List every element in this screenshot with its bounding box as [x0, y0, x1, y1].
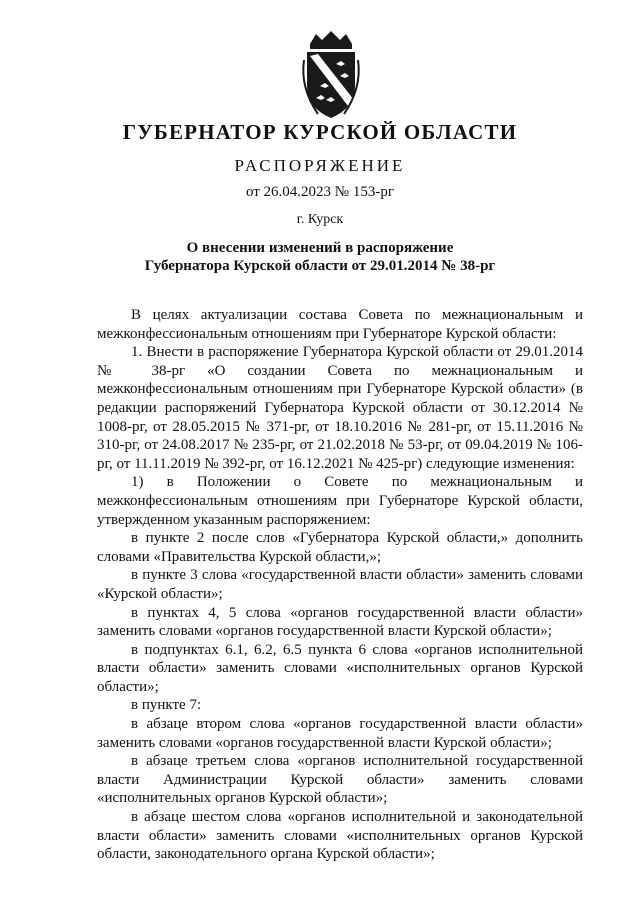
document-date-number: от 26.04.2023 № 153-рг — [245, 184, 395, 200]
document-body — [97, 306, 583, 864]
governor-title: ГУБЕРНАТОР КУРСКОЙ ОБЛАСТИ — [122, 120, 518, 144]
kursk-coat-of-arms-icon — [296, 30, 366, 120]
subject-line-1: О внесении изменений в распоряжение — [186, 240, 454, 256]
body-paragraph: в абзаце втором слова «органов государственной власти области» заменить словами «органов государственной власти Курской области»; — [97, 716, 583, 751]
body-paragraph: в пункте 3 слова «государственной власти области» заменить словами «Курской области»; — [97, 567, 583, 602]
body-paragraph: в подпунктах 6.1, 6.2, 6.5 пункта 6 слова «органов исполнительной власти области» заменить словами «исполнительных органов Курской области»; — [97, 641, 583, 695]
body-paragraph: в абзаце третьем слова «органов исполнительной государственной власти Администрации Курской области» заменить словами «исполнительных органов Курской области»; — [97, 753, 583, 807]
document-city: г. Курск — [296, 212, 344, 227]
subject-line-2: Губернатора Курской области от 29.01.2014 № 38-рг — [144, 258, 496, 274]
document-subject — [0, 239, 640, 275]
body-paragraph: в пунктах 4, 5 слова «органов государственной власти области» заменить словами «органов государственной власти Курской области»; — [97, 604, 583, 640]
body-paragraph: в пункте 2 после слов «Губернатора Курской области,» дополнить словами «Правительства Курской области,»; — [97, 530, 583, 565]
body-paragraph: 1) в Положении о Совете по межнациональным и межконфессиональным отношениям при Губернаторе Курской области, утвержденном указанным распоряжением: — [97, 474, 583, 528]
body-paragraph: 1. Внести в распоряжение Губернатора Курской области от 29.01.2014 № 38-рг «О создании Совета по межнациональным и межконфессиональным отношениям при Губернаторе Курской области» (в редакции распоряжений Губернатора Курской области от 30.12.2014 № 1008-рг, от 28.05.2015 № 371-рг, от 18.10.2016 № 281-рг, от 15.11.2016 № 310-рг, от 24.08.2017 № 235-рг, от 21.02.2018 № 53-рг, от 09.04.2019 № 106-рг, от 11.11.2019 № 392-рг, от 16.12.2021 № 425-рг) следующие изменения: — [97, 344, 583, 472]
body-paragraph: в абзаце шестом слова «органов исполнительной и законодательной власти области» заменить словами «исполнительных органов Курской области, законодательного органа Курской области»; — [97, 809, 583, 863]
document-type: РАСПОРЯЖЕНИЕ — [234, 156, 406, 175]
body-paragraph: в пункте 7: — [131, 697, 202, 714]
body-paragraph: В целях актуализации состава Совета по межнациональным и межконфессиональным отношениям при Губернаторе Курской области: — [97, 307, 583, 342]
